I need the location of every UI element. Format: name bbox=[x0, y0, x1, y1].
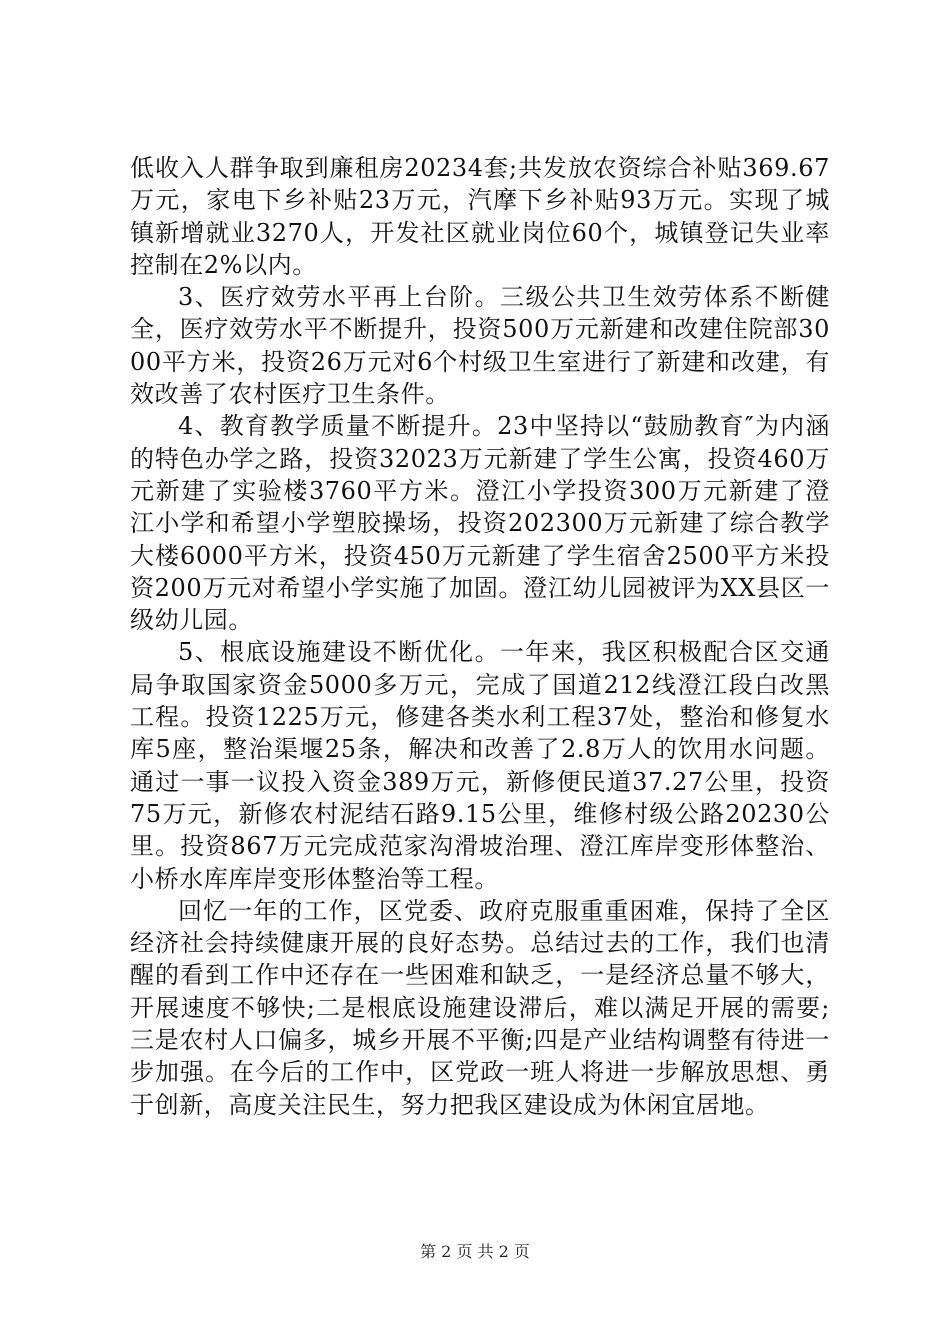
page-number-footer: 第 2 页 共 2 页 bbox=[420, 1242, 530, 1261]
paragraph-infrastructure: 5、根底设施建设不断优化。一年来，我区积极配合区交通局争取国家资金5000多万元，完成了国道212线澄江段白改黑工程。投资1225万元，修建各类水利工程37处，整治和修复水库5座，整治渠堰25条，解决和改善了2.8万人的饮用水问题。通过一事一议投入资金389万元，新修便民道37.27公里，投资75万元，新修农村泥结石路9.15公里，维修村级公路20230公里。投资867万元完成范家沟滑坡治理、澄江库岸变形体整治、小桥水库库岸变形体整治等工程。 bbox=[130, 638, 830, 893]
paragraph-continuation: 低收入人群争取到廉租房20234套;共发放农资综合补贴369.67万元，家电下乡补贴23万元，汽摩下乡补贴93万元。实现了城镇新增就业3270人，开发社区就业岗位60个，城镇登记失业率控制在2%以内。 bbox=[130, 154, 830, 279]
document-body bbox=[130, 152, 830, 1121]
paragraph-review: 回忆一年的工作，区党委、政府克服重重困难，保持了全区经济社会持续健康开展的良好态势。总结过去的工作，我们也清醒的看到工作中还存在一些困难和缺乏，一是经济总量不够大，开展速度不够快;二是根底设施建设滞后，难以满足开展的需要;三是农村人口偏多，城乡开展不平衡;四是产业结构调整有待进一步加强。在今后的工作中，区党政一班人将进一步解放思想、勇于创新，高度关注民生，努力把我区建设成为休闲宜居地。 bbox=[130, 896, 830, 1119]
paragraph-medical: 3、医疗效劳水平再上台阶。三级公共卫生效劳体系不断健全，医疗效劳水平不断提升，投资500万元新建和改建住院部3000平方米，投资26万元对6个村级卫生室进行了新建和改建，有效改善了农村医疗卫生条件。 bbox=[130, 283, 830, 409]
paragraph-education: 4、教育教学质量不断提升。23中坚持以“鼓励教育″为内涵的特色办学之路，投资32023万元新建了学生公寓，投资460万元新建了实验楼3760平方米。澄江小学投资300万元新建了澄江小学和希望小学塑胶操场，投资202300万元新建了综合教学大楼6000平方米，投资450万元新建了学生宿舍2500平方米投资200万元对希望小学实施了加固。澄江幼儿园被评为XX县区一级幼儿园。 bbox=[130, 412, 830, 635]
